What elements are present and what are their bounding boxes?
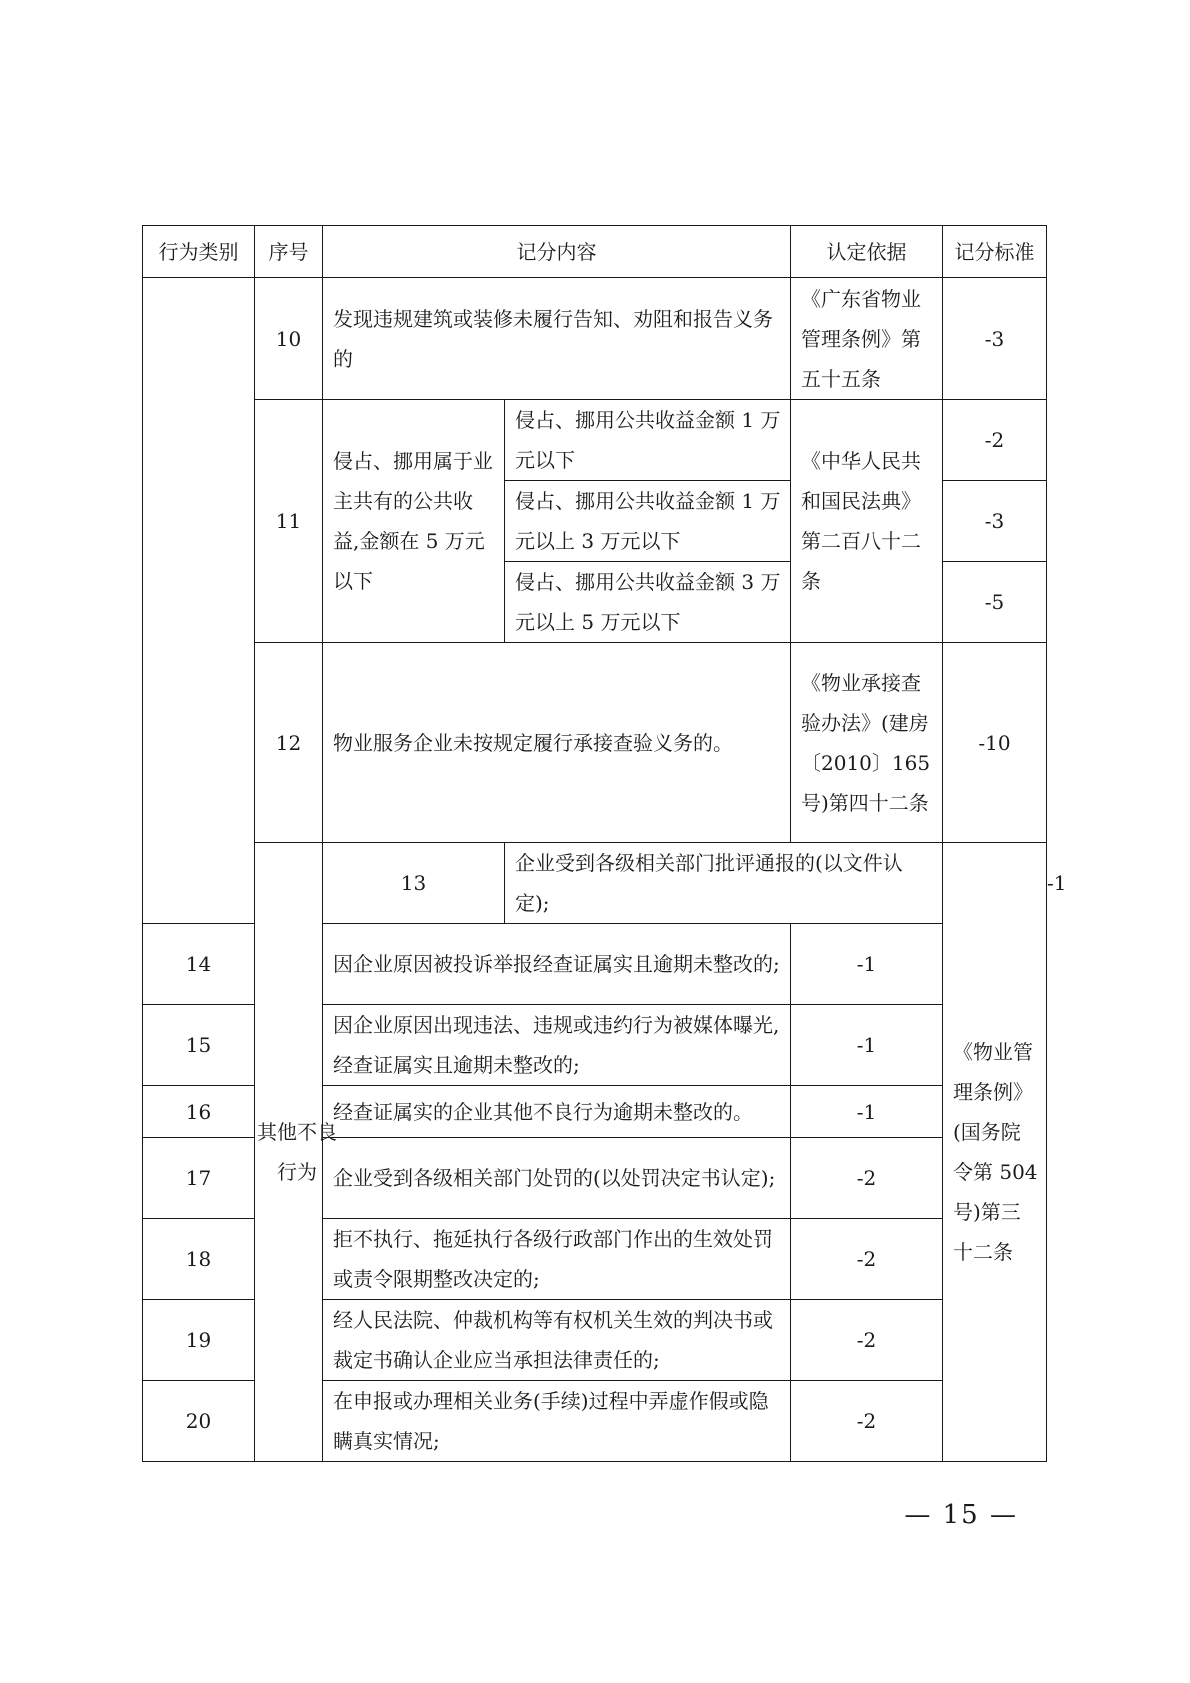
row-score: -1 <box>791 1005 943 1086</box>
row-content: 侵占、挪用属于业主共有的公共收益,金额在 5 万元以下 <box>323 400 505 643</box>
row-score: -10 <box>943 643 1047 843</box>
row-no: 10 <box>255 278 323 400</box>
row-score: -1 <box>791 1086 943 1138</box>
table-row <box>143 643 1047 843</box>
header-basis: 认定依据 <box>791 226 943 278</box>
category-other-label: 其他不良行为 <box>257 1120 337 1184</box>
sub-content: 侵占、挪用公共收益金额 1 万元以上 3 万元以下 <box>505 481 791 562</box>
row-content: 发现违规建筑或装修未履行告知、劝阻和报告义务的 <box>323 278 791 400</box>
sub-content: 侵占、挪用公共收益金额 3 万元以上 5 万元以下 <box>505 562 791 643</box>
row-no: 11 <box>255 400 323 643</box>
table-row <box>143 278 1047 400</box>
header-score: 记分标准 <box>943 226 1047 278</box>
row-no: 20 <box>143 1381 255 1462</box>
row-score: -5 <box>943 562 1047 643</box>
row-basis: 《中华人民共和国民法典》第二百八十二条 <box>791 400 943 643</box>
row-no: 12 <box>255 643 323 843</box>
category-cell-empty <box>143 278 255 924</box>
table-row: 其他不良行为 13 企业受到各级相关部门批评通报的(以文件认定); 《物业管理条例》(国务院令第 504 号)第三十二条 -1 <box>143 843 1047 924</box>
row-score: -2 <box>943 400 1047 481</box>
row-score: -3 <box>943 278 1047 400</box>
header-category: 行为类别 <box>143 226 255 278</box>
row-content: 拒不执行、拖延执行各级行政部门作出的生效处罚或责令限期整改决定的; <box>323 1219 791 1300</box>
row-score: -2 <box>791 1300 943 1381</box>
row-content: 因企业原因出现违法、违规或违约行为被媒体曝光,经查证属实且逾期未整改的; <box>323 1005 791 1086</box>
row-content: 经人民法院、仲裁机构等有权机关生效的判决书或裁定书确认企业应当承担法律责任的; <box>323 1300 791 1381</box>
row-score: -2 <box>791 1219 943 1300</box>
row-score: -3 <box>943 481 1047 562</box>
row-basis: 《物业管理条例》(国务院令第 504 号)第三十二条 <box>943 843 1047 1462</box>
row-content: 物业服务企业未按规定履行承接查验义务的。 <box>323 643 791 843</box>
row-content: 企业受到各级相关部门处罚的(以处罚决定书认定); <box>323 1138 791 1219</box>
category-other <box>255 843 337 1462</box>
row-score: -1 <box>791 924 943 1005</box>
row-no: 15 <box>143 1005 255 1086</box>
page-number: — 15 — <box>904 1500 1018 1530</box>
row-no: 19 <box>143 1300 255 1381</box>
row-no: 16 <box>143 1086 255 1138</box>
header-no: 序号 <box>255 226 323 278</box>
row-no: 17 <box>143 1138 255 1219</box>
row-basis: 《物业承接查验办法》(建房〔2010〕165 号)第四十二条 <box>791 643 943 843</box>
row-content: 经查证属实的企业其他不良行为逾期未整改的。 <box>323 1086 791 1138</box>
row-score: -2 <box>791 1138 943 1219</box>
row-no: 14 <box>143 924 255 1005</box>
row-no: 18 <box>143 1219 255 1300</box>
scoring-table <box>142 225 1067 1462</box>
row-score: -2 <box>791 1381 943 1462</box>
row-content: 因企业原因被投诉举报经查证属实且逾期未整改的; <box>323 924 791 1005</box>
header-content: 记分内容 <box>323 226 791 278</box>
row-no: 13 <box>323 843 505 924</box>
table-row <box>143 400 1047 481</box>
table-header-row <box>143 226 1047 278</box>
row-content: 在申报或办理相关业务(手续)过程中弄虚作假或隐瞒真实情况; <box>323 1381 791 1462</box>
sub-content: 侵占、挪用公共收益金额 1 万元以下 <box>505 400 791 481</box>
row-content: 企业受到各级相关部门批评通报的(以文件认定); <box>505 843 943 924</box>
row-basis: 《广东省物业管理条例》第五十五条 <box>791 278 943 400</box>
